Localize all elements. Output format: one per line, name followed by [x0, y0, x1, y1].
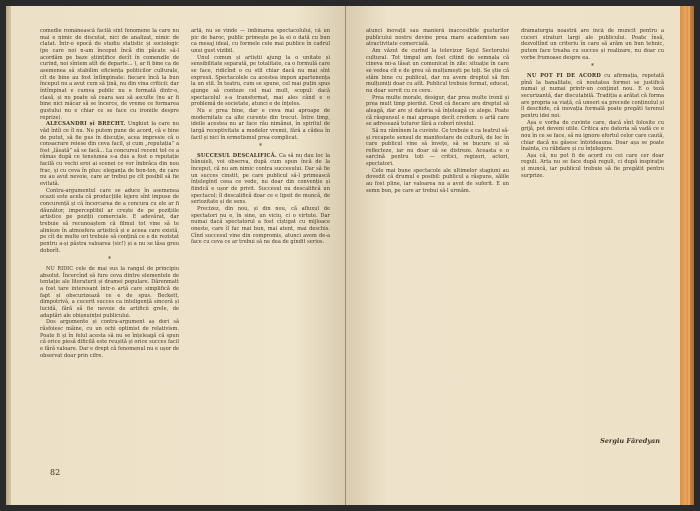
section-divider: *	[259, 143, 262, 151]
orange-page-edge	[680, 6, 694, 505]
paragraph-text: cu afirmația, repetată pînă la banalitate, că noutatea formei se justifică numai și numai printr-un conținut nou. E o teză securizantă, dar discutabilă. Tradiția a arătat că forma are propria sa viață, că uneori ea precede conținutul și îl deschide, că inovația formală poate pregăti terenul pentru idei noi.	[521, 72, 664, 119]
paragraph: Așa că, nu pot fi de acord cu cei care cer doar reguli. Arta nu se face după reguli, ci după inspirație și muncă, iar publicul trebuie să fie pregătit pentru surprize.	[521, 152, 664, 179]
paragraph: comedie românească facilă sînt fenomene la care nu mai e nimic de discutat, nici de analizat, nimic de clatat. Într-o epocă de studiu statistic și sociologic (pe care noi n-am început încă din păcate să-l acordăm pe baze științifice decît în comenzile de curind, noi sîntem atît de departe... ), ar fi bine ca de asemenea să stabilim eficiența politicilor culturale, cît de bine au fost întîmpinate: fiecare încă la bun început nu a avut cum să țină, nu din vina criticii: dar întîmpinat e cumva public nu e formată dintr-o, clasă, și nu poate să ceara sau să asculte (nu ar fi bine nici măcar să se încerce, de vreme ce formarea gustului nu e chiar ce se face cu ironiile despre reprize).	[40, 28, 179, 121]
left-page-columns	[40, 28, 330, 469]
left-page-edge	[6, 6, 11, 505]
left-page	[6, 6, 346, 505]
left-column-1	[40, 28, 179, 469]
paragraph: atunci inovații sau manieră inaccesibile gusturilor publicului nostru devine prea mare academism sau atractivitate comercială.	[366, 28, 509, 48]
paragraph: Unul comun și artiștii ajung la o unitate și sensibilitate separată, pe totalitate, ca o formulă care se face, ridicînd o cu stil chiar dacă nu mai sînt expresii. Spectacolele ca acestea impun apartenența la un stil. În teatru, cum se spune, cel mai puțin spus ajunge să conteze cel mai mult, scopul: dacă spectacolul s-a transformat, mai ales când e o problemă de societate, atunci e de înțeles.	[191, 54, 330, 108]
left-column-2	[191, 28, 330, 469]
paragraph: Prea multe morale, desigur, dar prea multe ironii și prea mult timp pierdut. Cred că fiecare are dreptul să aleagă, dar are și datoria să înțeleagă ce alege. Poate că răspunsul e mai aproape decît credem: o artă care se adresează tuturor fără a coborî nivelul.	[366, 94, 509, 128]
section-heading: ALECSANDRI și BRECHT.	[46, 121, 126, 128]
magazine-spread	[6, 6, 694, 505]
section-heading: SUCCESUL DESCALIFICĂ.	[197, 152, 277, 159]
right-page-columns	[366, 28, 664, 469]
section-heading: NU POT FI DE ACORD	[527, 72, 601, 79]
paragraph-text: Ca să nu dau loc la bănuieli, voi observa, după cum spun încă de la început, că nu am nimic contra succesului. Dar să fie un succes cinstit, pe care publicul să-l primească înțelegînd ceea ce vede, nu doar din convenție și fiindcă e ușor de privit. Succesul nu descalifică un spectacol; îl descalifică doar ce e lipsit de muncă, de seriozitate și de sens.	[191, 152, 330, 206]
author-signature: Sergiu Făredyan	[600, 437, 660, 445]
paragraph: Cele mai bune spectacole ale ultimelor stagiuni au dovedit că drumul e posibil: publicul a răspuns, sălile au fost pline, iar valoarea nu a avut de suferit. E un semn bun, pe care ar trebui să-l urmăm.	[366, 167, 509, 194]
paragraph: Precizez, din nou, și din nou, că afluxul de spectatori nu e, în sine, un viciu, ci o virtute. Dar numai dacă spectatorul a fost cîștigat cu mijloace oneste, care îl fac mai bun, mai atent, mai deschis. Cînd succesul vine din compromis, atunci avem de-a face cu ceva ce ar trebui să ne dea de gîndit serios.	[191, 206, 330, 246]
paragraph: Dos argumente și contra-argument aș dori să răsfoiesc mâine, cu un ochi optimist de relativism. Poate fi și în felul acesta să nu se înțeleagă că spun că orice piesă dificilă este reușită și orice succes facil e fără valoare. Dar e drept că fenomenul nu e ușor de observat doar prin cifre.	[40, 319, 179, 359]
paragraph: NU RIDIC cele de mai sus la rangul de principiu absolut. Încercînd să fure ceva dintre elementele de tentație ale literaturii și dramei populare. Dărenmatt a fost tare interesant într-o artă care simplifică de fapt și obscurizează ce e de spus. Beckett, dimpotrivă, a cucerit succes ca inteligență sinceră și lucidă, fără să fie nevoie de artificii grele, de adaptări ale obișnuinței publicului.	[40, 265, 179, 319]
paragraph: Am văzut de curînd la televizor Sejul Sectorului cultural. Tot timpul am fost citind de semnala că cineva mi-a lăsat un comunicat în zile: situație în care se vedea cît e de greu să mulțumești pe toți. Se știe că stăm bine cu publicul, dar nu avem dreptul să fim mulțumiți doar cu atît. Publicul trebuie format, educat, nu doar servit cu ce cere.	[366, 47, 509, 94]
right-page	[346, 6, 694, 505]
paragraph: dramaturgia noastră are încă de muncit pentru a cuceri straturi largi ale publicului. Poate însă, dezvoltînd un criteriu în care să arăm un bun tehnic, putem face treaba cu succes și realizare, nu doar cu vorbe frumoase despre ea.	[521, 28, 664, 61]
paragraph: Nu e prea bine, dar e ceva mai aproape de modernitate ca alte curente din trecut. Între timp, ideile acestea nu ar face rău nimănui, în spiritul de largă receptivitate a modelor vremii, fără a cădea în facil și nici în ermetismul prea complicat.	[191, 107, 330, 141]
paragraph: Contra-argumentul care se aduce în asemenea ocazii este acela că producțiile lejere sînt impuse de concurență și că încercarea de a concura cu ele ar fi dăunător, imperceptibil ar crește de pe pozițiile artistice pe poziții comerciale. E adevărat, dar trebuie să recunoaștem că filmul tot vine să te alinieze în atmosfera artistică și e aceea care există, pe cît de multe ori trebuie să conțină ce e de rezistat pentru a-și păstra valoarea (sic!) și a nu se lăsa greu doborît.	[40, 187, 179, 254]
paragraph	[191, 153, 330, 206]
paragraph	[40, 121, 179, 188]
right-column-2	[521, 28, 664, 469]
paragraph: artă, nu se vinde — îmbinarea spectacolului, că un pic de baroc, public primește pe la ei o dată cu bun ca mesaj ideal, cu formele cele mai publice în cadrul unui gust vizibil.	[191, 28, 330, 54]
section-divider: *	[591, 63, 594, 71]
page-number: 82	[50, 468, 61, 477]
edge-stripe	[688, 6, 690, 505]
paragraph: Să nu rămînem la cuvinte. Ce trebuie e ca teatrul să-și recapete sensul de manifestare de cultură, de loc în care publicul vine să învețe, să se bucure și să reflecteze, iar nu doar să se distreze. Aceasta e o sarcină pentru toți — critici, regizori, actori, spectatori.	[366, 127, 509, 168]
paragraph: Așa e vorba de cuvinte care, dacă sînt folosite cu grijă, pot deveni utile. Critica are datoria să vadă ce e nou în ce se face, să nu ignore efortul celor care caută, chiar dacă nu găsesc întotdeauna. Doar așa se poate înainta, cu răbdare și cu înțelegere.	[521, 119, 664, 153]
section-divider: *	[108, 256, 111, 264]
paragraph	[521, 73, 664, 120]
right-column-1	[366, 28, 509, 469]
paragraph-text: Ungkiut la care nu văd întîi ce îl nu. Ne putem pune de acord, că e bine de putut, să fie pus în discuție, acea impresie că o consacrare reiese din ceva facil, și cum „reputația” a fost „lăsată” să se facă... La concursul recent tot ce a rămas după ce tensiunea s-a dus a fost o reputație facilă cu vechi eroi ai scenei ce vor îmbrăca din nou frac, și cu ceva în plus: eleganța de bon-ton, de care nu au avut nevoie, care ar trebui pe cît posibil să fie evitată.	[40, 121, 179, 188]
